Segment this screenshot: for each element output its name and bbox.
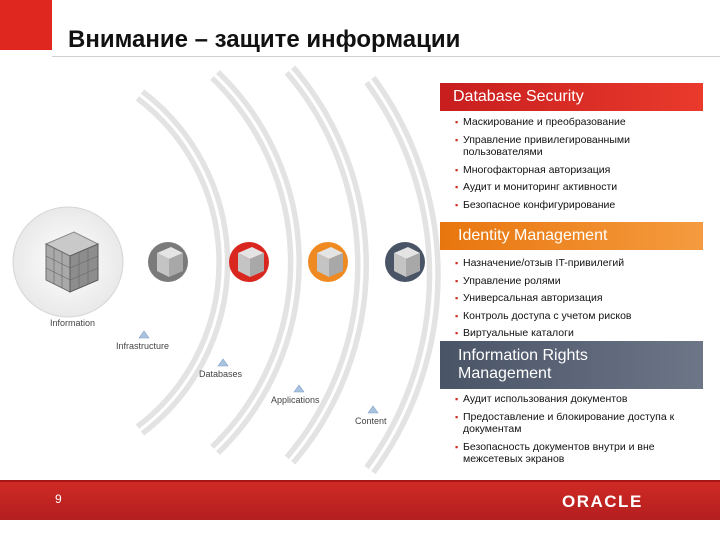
information-rights-heading-line2: Management [458, 365, 552, 382]
triangle-marker-icon [139, 331, 149, 338]
page-number: 9 [55, 492, 62, 506]
information-rights-heading-line1: Information Rights [458, 347, 588, 364]
information-core [13, 207, 123, 317]
list-item: ▪ Многофакторная авторизация [455, 163, 611, 176]
oracle-logo: ORACLE [562, 492, 643, 511]
list-item: ▪ Предоставление и блокирование доступа к документам [455, 410, 675, 435]
list-item: ▪ Аудит использования документов [455, 393, 628, 405]
list-item: ▪ Безопасное конфигурирование [455, 198, 616, 211]
label-applications: Applications [271, 395, 320, 405]
applications-node [308, 242, 348, 282]
list-item: ▪ Виртуальные каталоги [455, 327, 574, 339]
label-infrastructure: Infrastructure [116, 341, 170, 351]
triangle-marker-icon [368, 406, 378, 413]
grid-cube-icon [394, 247, 420, 277]
triangle-marker-icon [218, 359, 228, 366]
database-security-heading: Database Security [440, 83, 703, 111]
slide-title: Внимание – защите информации [68, 26, 461, 53]
information-rights-list [455, 393, 703, 471]
grid-cube-icon [238, 247, 264, 277]
content-node [385, 242, 425, 282]
list-item: ▪ Аудит и мониторинг активности [455, 181, 618, 193]
grid-cube-icon [46, 232, 98, 292]
list-item: ▪ Универсальная авторизация [455, 292, 603, 304]
grid-cube-icon [157, 247, 183, 277]
list-item: ▪ Безопасность документов внутри и вне межсетевых экранов [455, 440, 655, 465]
list-item: ▪ Управление привилегированными пользователями [455, 133, 630, 158]
identity-management-list [455, 257, 703, 345]
databases-node [229, 242, 269, 282]
grid-cube-icon [317, 247, 343, 277]
triangle-marker-icon [294, 385, 304, 392]
list-item: ▪ Маскирование и преобразование [455, 116, 626, 128]
database-security-list [455, 116, 703, 216]
label-databases: Databases [199, 369, 243, 379]
information-rights-heading [440, 341, 703, 389]
label-content: Content [355, 416, 387, 426]
infrastructure-node [148, 242, 188, 282]
list-item: ▪ Управление ролями [455, 274, 561, 287]
list-item: ▪ Назначение/отзыв IT-привилегий [455, 257, 625, 269]
label-information: Information [50, 318, 96, 328]
identity-management-heading: Identity Management [440, 222, 703, 250]
list-item: ▪ Контроль доступа с учетом рисков [455, 309, 632, 322]
